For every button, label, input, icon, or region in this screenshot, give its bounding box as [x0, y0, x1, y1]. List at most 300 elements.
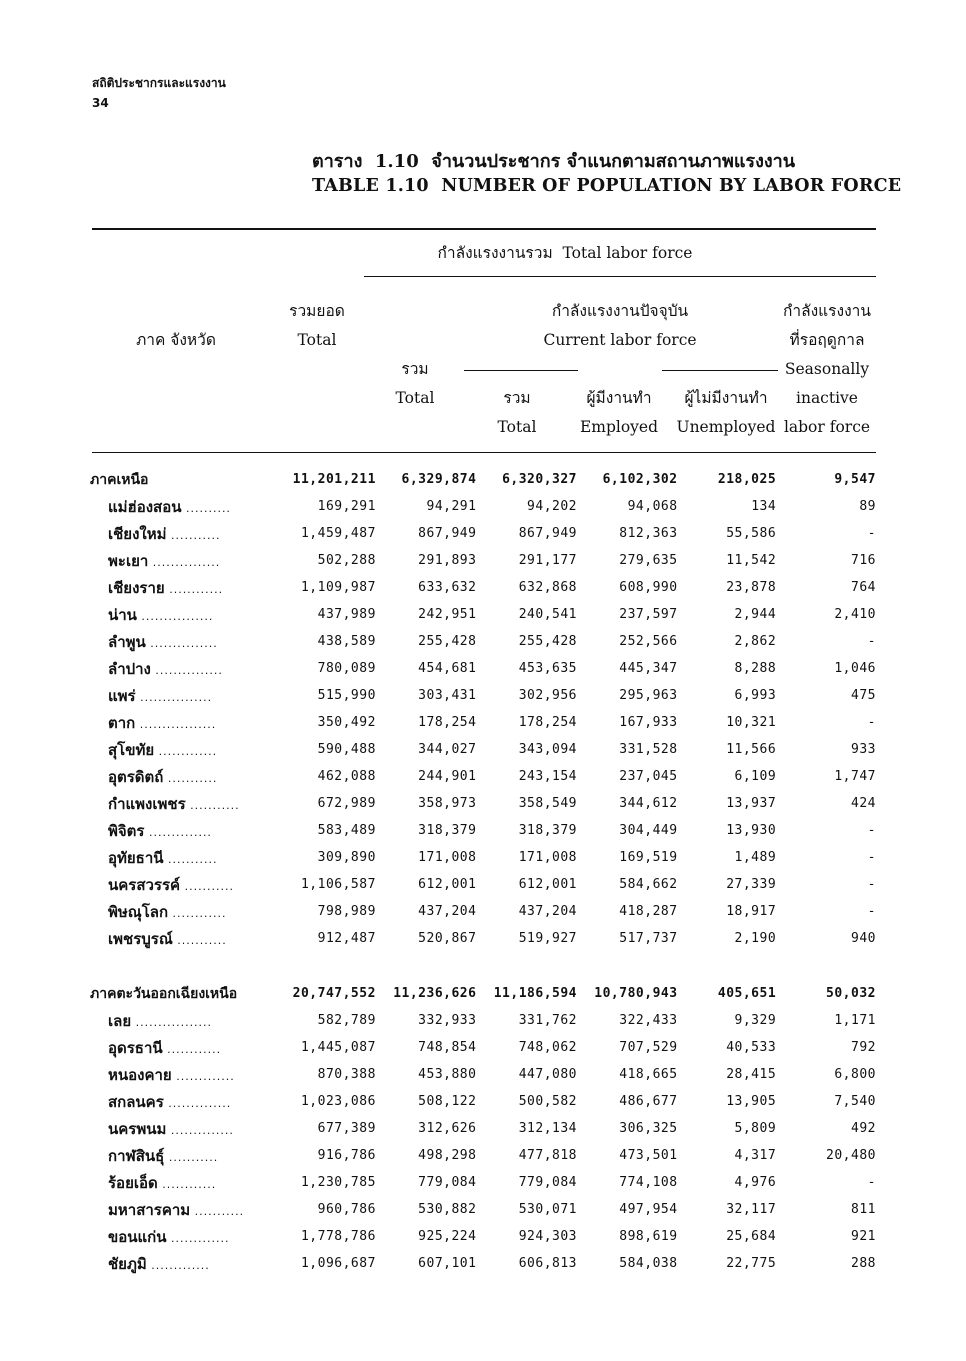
grand-total-cell: 515,990	[317, 688, 376, 703]
row-label: นครสวรรค์	[108, 875, 181, 894]
row-label: กำแพงเพชร	[108, 794, 186, 813]
row-label: น่าน	[108, 605, 137, 624]
unemployed-cell: 23,878	[726, 580, 777, 595]
seasonal-cell: -	[867, 904, 876, 919]
province-row	[90, 709, 876, 736]
province-row	[90, 1142, 876, 1169]
row-label: แพร่	[108, 686, 136, 705]
unemployed-cell: 5,809	[734, 1121, 777, 1136]
clf-total-cell: 437,204	[518, 904, 578, 919]
employed-cell: 237,597	[619, 607, 678, 622]
grand-total-cell: 1,459,487	[300, 526, 376, 541]
clf-total-cell: 331,762	[518, 1013, 578, 1028]
province-name	[90, 817, 277, 844]
province-name	[90, 1034, 277, 1061]
section-spacer	[90, 952, 876, 980]
tlf-total-cell: 925,224	[418, 1229, 477, 1244]
province-name	[90, 871, 277, 898]
seasonal-cell: 9,547	[834, 472, 876, 487]
province-row	[90, 1088, 876, 1115]
tlf-total-cell: 453,880	[418, 1067, 477, 1082]
province-name	[90, 1061, 277, 1088]
province-name	[90, 1169, 277, 1196]
page-number: 34	[92, 96, 109, 110]
clf-total-cell: 606,813	[518, 1256, 578, 1271]
clf-total-cell: 291,177	[518, 553, 578, 568]
dot-leader: ...........	[180, 879, 235, 893]
row-label: อุตรดิตถ์	[108, 767, 164, 786]
province-row	[90, 1115, 876, 1142]
dot-leader: ..............	[144, 825, 212, 839]
row-label: นครพนม	[108, 1119, 167, 1138]
seasonal-cell: 6,800	[834, 1067, 876, 1082]
row-label: พะเยา	[108, 551, 149, 570]
seasonal-cell: 288	[851, 1256, 876, 1271]
dot-leader: .................	[131, 1015, 213, 1029]
unemployed-cell: 32,117	[726, 1202, 777, 1217]
clf-total-cell: 779,084	[518, 1175, 578, 1190]
tlf-total-cell: 358,973	[418, 796, 477, 811]
unemployed-cell: 13,937	[726, 796, 777, 811]
seasonal-cell: 921	[851, 1229, 876, 1244]
dot-leader: ...............	[148, 555, 221, 569]
unemployed-cell: 25,684	[726, 1229, 777, 1244]
tlf-total-cell: 94,291	[426, 499, 477, 514]
clf-total-cell: 612,001	[518, 877, 578, 892]
row-label: หนองคาย	[108, 1065, 172, 1084]
row-label: อุดรธานี	[108, 1038, 163, 1057]
grand-total-cell: 780,089	[317, 661, 376, 676]
unemployed-cell: 6,109	[734, 769, 777, 784]
grand-total-cell: 462,088	[317, 769, 376, 784]
province-name	[90, 1142, 277, 1169]
employed-cell: 898,619	[619, 1229, 678, 1244]
grand-total-cell: 502,288	[317, 553, 376, 568]
seasonal-cell: 492	[851, 1121, 876, 1136]
grand-total-heading-th: รวมยอด	[289, 302, 345, 320]
unemployed-cell: 10,321	[726, 715, 777, 730]
dot-leader: ..........	[181, 501, 231, 515]
province-row	[90, 1007, 876, 1034]
clf-total-cell: 358,549	[518, 796, 578, 811]
dot-leader: ...........	[163, 852, 218, 866]
seasonal-cell: -	[867, 715, 876, 730]
grand-total-cell: 350,492	[317, 715, 376, 730]
grand-total-cell: 438,589	[317, 634, 376, 649]
province-row	[90, 574, 876, 601]
dot-leader: ...........	[164, 1150, 219, 1164]
tlf-total-cell: 508,122	[418, 1094, 477, 1109]
dot-leader: ............	[168, 906, 227, 920]
seasonal-cell: 20,480	[826, 1148, 876, 1163]
tlf-total-cell: 779,084	[418, 1175, 477, 1190]
seasonal-cell: 2,410	[834, 607, 876, 622]
province-name	[90, 547, 277, 574]
unemployed-cell: 218,025	[717, 472, 777, 487]
grand-total-cell: 1,096,687	[300, 1256, 376, 1271]
row-label: ตาก	[108, 713, 136, 732]
province-row	[90, 655, 876, 682]
tlf-total-cell: 437,204	[418, 904, 477, 919]
seasonal-heading-en-3: labor force	[783, 418, 871, 436]
tlf-total-cell: 11,236,626	[393, 986, 477, 1001]
table-title-thai: ตาราง 1.10 จำนวนประชากร จำแนกตามสถานภาพแรงงาน	[312, 151, 796, 172]
province-row	[90, 1034, 876, 1061]
dot-leader: ................	[135, 690, 213, 704]
region-row	[90, 466, 876, 493]
province-row	[90, 763, 876, 790]
clf-total-cell: 343,094	[518, 742, 578, 757]
population-table	[90, 466, 876, 1277]
row-label: ขอนแก่น	[108, 1227, 167, 1246]
clf-total-cell: 312,134	[518, 1121, 578, 1136]
row-label: ลำพูน	[108, 632, 146, 651]
tlf-total-cell: 530,882	[418, 1202, 477, 1217]
seasonal-cell: 1,747	[834, 769, 876, 784]
seasonal-heading-th-2: ที่รอฤดูกาล	[789, 331, 865, 349]
province-row	[90, 898, 876, 925]
employed-cell: 306,325	[619, 1121, 678, 1136]
row-label: ร้อยเอ็ด	[108, 1173, 158, 1192]
province-name	[90, 709, 277, 736]
row-label: ชัยภูมิ	[108, 1254, 147, 1273]
row-label: แม่ฮ่องสอน	[108, 497, 182, 516]
employed-cell: 497,954	[619, 1202, 678, 1217]
province-name	[90, 1223, 277, 1250]
employed-cell: 812,363	[619, 526, 678, 541]
grand-total-cell: 960,786	[317, 1202, 376, 1217]
clf-total-cell: 447,080	[518, 1067, 578, 1082]
tlf-total-cell: 303,431	[418, 688, 477, 703]
province-name	[90, 1196, 277, 1223]
seasonal-cell: -	[867, 1175, 876, 1190]
unemployed-cell: 27,339	[726, 877, 777, 892]
employed-cell: 584,662	[619, 877, 678, 892]
clf-total-cell: 6,320,327	[502, 472, 578, 487]
grand-total-heading-en: Total	[297, 331, 337, 349]
clf-total-cell: 530,071	[518, 1202, 578, 1217]
tlf-total-cell: 171,008	[418, 850, 477, 865]
tlf-total-cell: 291,893	[418, 553, 477, 568]
dot-leader: .............	[166, 1231, 230, 1245]
clf-total-cell: 867,949	[518, 526, 578, 541]
province-name	[90, 1250, 277, 1277]
grand-total-cell: 1,106,587	[300, 877, 376, 892]
province-row	[90, 817, 876, 844]
tlf-total-cell: 748,854	[418, 1040, 477, 1055]
seasonal-cell: 1,171	[834, 1013, 876, 1028]
seasonal-cell: 424	[851, 796, 876, 811]
tlf-total-cell: 612,001	[418, 877, 477, 892]
seasonal-heading-en-1: Seasonally	[784, 360, 870, 378]
province-row	[90, 1196, 876, 1223]
unemployed-heading-en: Unemployed	[676, 418, 776, 436]
province-row	[90, 736, 876, 763]
seasonal-cell: -	[867, 526, 876, 541]
employed-cell: 486,677	[619, 1094, 678, 1109]
current-labor-force-rule-right	[662, 370, 778, 371]
unemployed-cell: 2,944	[734, 607, 777, 622]
province-row	[90, 520, 876, 547]
tlf-total-cell: 607,101	[418, 1256, 477, 1271]
current-labor-force-heading-en: Current labor force	[543, 331, 697, 349]
grand-total-cell: 1,778,786	[300, 1229, 376, 1244]
province-name	[90, 1088, 277, 1115]
clf-total-cell: 94,202	[527, 499, 578, 514]
seasonal-heading-en-2: inactive	[796, 389, 858, 407]
grand-total-cell: 11,201,211	[292, 472, 376, 487]
province-row	[90, 493, 876, 520]
clf-total-cell: 11,186,594	[493, 986, 578, 1001]
province-row	[90, 871, 876, 898]
province-name	[90, 655, 277, 682]
unemployed-cell: 11,566	[726, 742, 777, 757]
top-rule	[92, 228, 876, 230]
row-label: เชียงราย	[108, 578, 165, 597]
dot-leader: .............	[146, 1258, 210, 1272]
province-name	[90, 790, 277, 817]
row-label: พิษณุโลก	[108, 902, 169, 921]
employed-cell: 473,501	[619, 1148, 678, 1163]
clf-total-cell: 318,379	[518, 823, 578, 838]
seasonal-cell: -	[867, 850, 876, 865]
dot-leader: ............	[162, 1042, 222, 1056]
clf-total-cell: 178,254	[518, 715, 578, 730]
grand-total-cell: 309,890	[317, 850, 376, 865]
current-labor-force-heading-th: กำลังแรงงานปัจจุบัน	[551, 302, 689, 320]
clf-total-heading-en: Total	[497, 418, 537, 436]
clf-total-cell: 748,062	[518, 1040, 578, 1055]
tlf-total-cell: 867,949	[418, 526, 477, 541]
seasonal-cell: 50,032	[826, 986, 876, 1001]
dot-leader: ...........	[172, 933, 227, 947]
province-name	[90, 763, 277, 790]
total-labor-force-rule	[364, 276, 876, 277]
dot-leader: ............	[157, 1177, 217, 1191]
seasonal-cell: 1,046	[834, 661, 876, 676]
unemployed-heading-th: ผู้ไม่มีงานทำ	[684, 389, 768, 407]
grand-total-cell: 798,989	[317, 904, 376, 919]
province-name	[90, 628, 277, 655]
row-label: มหาสารคาม	[108, 1200, 191, 1219]
province-row	[90, 1223, 876, 1250]
clf-total-cell: 240,541	[518, 607, 578, 622]
province-name	[90, 925, 277, 952]
tlf-total-cell: 244,901	[418, 769, 477, 784]
unemployed-cell: 134	[751, 499, 777, 514]
publication-title: สถิติประชากรและแรงงาน	[92, 76, 226, 90]
employed-cell: 94,068	[627, 499, 678, 514]
employed-heading-en: Employed	[579, 418, 659, 436]
province-row	[90, 682, 876, 709]
dot-leader: ...........	[185, 798, 240, 812]
employed-cell: 237,045	[619, 769, 678, 784]
grand-total-cell: 20,747,552	[292, 986, 376, 1001]
province-name	[90, 601, 277, 628]
employed-cell: 418,287	[619, 904, 678, 919]
unemployed-cell: 405,651	[717, 986, 777, 1001]
unemployed-cell: 40,533	[726, 1040, 777, 1055]
region-name	[90, 466, 277, 493]
employed-cell: 344,612	[619, 796, 678, 811]
grand-total-cell: 582,789	[317, 1013, 376, 1028]
row-label: เพชรบูรณ์	[108, 929, 173, 948]
row-label: เชียงใหม่	[108, 524, 167, 543]
grand-total-cell: 437,989	[317, 607, 376, 622]
clf-total-cell: 500,582	[518, 1094, 578, 1109]
dot-leader: ...........	[163, 771, 218, 785]
province-row	[90, 1169, 876, 1196]
dot-leader: ................	[136, 609, 214, 623]
region-name	[90, 980, 277, 1007]
employed-cell: 6,102,302	[602, 472, 678, 487]
province-name	[90, 1007, 277, 1034]
grand-total-cell: 590,488	[317, 742, 376, 757]
unemployed-cell: 9,329	[734, 1013, 777, 1028]
clf-total-cell: 302,956	[518, 688, 578, 703]
tlf-total-cell: 255,428	[418, 634, 477, 649]
unemployed-cell: 28,415	[726, 1067, 777, 1082]
row-label: เลย	[108, 1011, 132, 1030]
seasonal-cell: 933	[851, 742, 876, 757]
tlf-total-cell: 344,027	[418, 742, 477, 757]
unemployed-cell: 13,930	[726, 823, 777, 838]
employed-cell: 322,433	[619, 1013, 678, 1028]
employed-cell: 279,635	[619, 553, 678, 568]
grand-total-cell: 1,023,086	[300, 1094, 376, 1109]
clf-total-cell: 477,818	[518, 1148, 578, 1163]
dot-leader: ...........	[190, 1204, 245, 1218]
province-row	[90, 628, 876, 655]
row-label: อุทัยธานี	[108, 848, 164, 867]
grand-total-cell: 916,786	[317, 1148, 376, 1163]
grand-total-cell: 583,489	[317, 823, 376, 838]
tlf-total-cell: 312,626	[418, 1121, 477, 1136]
unemployed-cell: 11,542	[726, 553, 777, 568]
row-label: ภาคเหนือ	[90, 471, 149, 488]
clf-total-cell: 171,008	[518, 850, 578, 865]
employed-cell: 608,990	[619, 580, 678, 595]
seasonal-cell: -	[867, 877, 876, 892]
clf-total-cell: 924,303	[518, 1229, 578, 1244]
unemployed-cell: 2,862	[734, 634, 777, 649]
unemployed-cell: 4,976	[734, 1175, 777, 1190]
row-label: ลำปาง	[108, 659, 151, 678]
province-row	[90, 601, 876, 628]
tlf-total-heading-th: รวม	[401, 360, 429, 378]
clf-total-cell: 255,428	[518, 634, 578, 649]
tlf-total-cell: 332,933	[418, 1013, 477, 1028]
tlf-total-cell: 520,867	[418, 931, 477, 946]
grand-total-cell: 1,109,987	[300, 580, 376, 595]
unemployed-cell: 6,993	[734, 688, 777, 703]
region-province-heading: ภาค จังหวัด	[136, 331, 216, 349]
employed-heading-th: ผู้มีงานทำ	[586, 389, 652, 407]
grand-total-cell: 1,230,785	[300, 1175, 376, 1190]
tlf-total-cell: 318,379	[418, 823, 477, 838]
clf-total-cell: 519,927	[518, 931, 578, 946]
row-label: ภาคตะวันออกเฉียงเหนือ	[90, 985, 238, 1002]
header-bottom-rule	[92, 452, 876, 453]
unemployed-cell: 13,905	[726, 1094, 777, 1109]
unemployed-cell: 4,317	[734, 1148, 777, 1163]
current-labor-force-rule-left	[464, 370, 578, 371]
province-row	[90, 925, 876, 952]
province-name	[90, 844, 277, 871]
province-name	[90, 520, 277, 547]
table-title-english: TABLE 1.10 NUMBER OF POPULATION BY LABOR FORCE	[312, 176, 902, 196]
seasonal-cell: -	[867, 634, 876, 649]
dot-leader: .............	[171, 1069, 235, 1083]
employed-cell: 418,665	[619, 1067, 678, 1082]
dot-leader: ...........	[166, 528, 221, 542]
seasonal-cell: 716	[851, 553, 876, 568]
row-label: สุโขทัย	[108, 740, 155, 759]
employed-cell: 167,933	[619, 715, 678, 730]
row-label: กาฬสินธุ์	[108, 1146, 165, 1165]
unemployed-cell: 55,586	[726, 526, 777, 541]
grand-total-cell: 672,989	[317, 796, 376, 811]
dot-leader: ...............	[145, 636, 218, 650]
region-row	[90, 980, 876, 1007]
seasonal-cell: 89	[859, 499, 876, 514]
dot-leader: ..............	[163, 1096, 232, 1110]
seasonal-cell: 475	[851, 688, 876, 703]
employed-cell: 252,566	[619, 634, 678, 649]
province-name	[90, 682, 277, 709]
employed-cell: 304,449	[619, 823, 678, 838]
clf-total-cell: 243,154	[518, 769, 578, 784]
province-name	[90, 1115, 277, 1142]
seasonal-cell: 7,540	[834, 1094, 876, 1109]
dot-leader: ............	[164, 582, 224, 596]
total-labor-force-heading: กำลังแรงงานรวม Total labor force	[437, 244, 693, 262]
seasonal-heading-th-1: กำลังแรงงาน	[783, 302, 871, 320]
province-row	[90, 844, 876, 871]
seasonal-cell: 940	[851, 931, 876, 946]
employed-cell: 331,528	[619, 742, 678, 757]
seasonal-cell: -	[867, 823, 876, 838]
province-name	[90, 736, 277, 763]
province-name	[90, 574, 277, 601]
row-label: พิจิตร	[108, 821, 145, 840]
tlf-total-heading-en: Total	[395, 389, 435, 407]
clf-total-cell: 453,635	[518, 661, 578, 676]
tlf-total-cell: 498,298	[418, 1148, 477, 1163]
dot-leader: .............	[154, 744, 218, 758]
unemployed-cell: 22,775	[726, 1256, 777, 1271]
province-row	[90, 1061, 876, 1088]
tlf-total-cell: 633,632	[418, 580, 477, 595]
employed-cell: 584,038	[619, 1256, 678, 1271]
tlf-total-cell: 454,681	[418, 661, 477, 676]
unemployed-cell: 8,288	[734, 661, 777, 676]
tlf-total-cell: 6,329,874	[401, 472, 477, 487]
seasonal-cell: 792	[851, 1040, 876, 1055]
province-row	[90, 547, 876, 574]
grand-total-cell: 1,445,087	[300, 1040, 376, 1055]
grand-total-cell: 912,487	[317, 931, 376, 946]
employed-cell: 10,780,943	[594, 986, 678, 1001]
province-row	[90, 1250, 876, 1277]
seasonal-cell: 764	[851, 580, 876, 595]
tlf-total-cell: 242,951	[418, 607, 477, 622]
row-label: สกลนคร	[108, 1092, 164, 1111]
employed-cell: 445,347	[619, 661, 678, 676]
employed-cell: 707,529	[619, 1040, 678, 1055]
seasonal-cell: 811	[851, 1202, 876, 1217]
dot-leader: .................	[135, 717, 217, 731]
